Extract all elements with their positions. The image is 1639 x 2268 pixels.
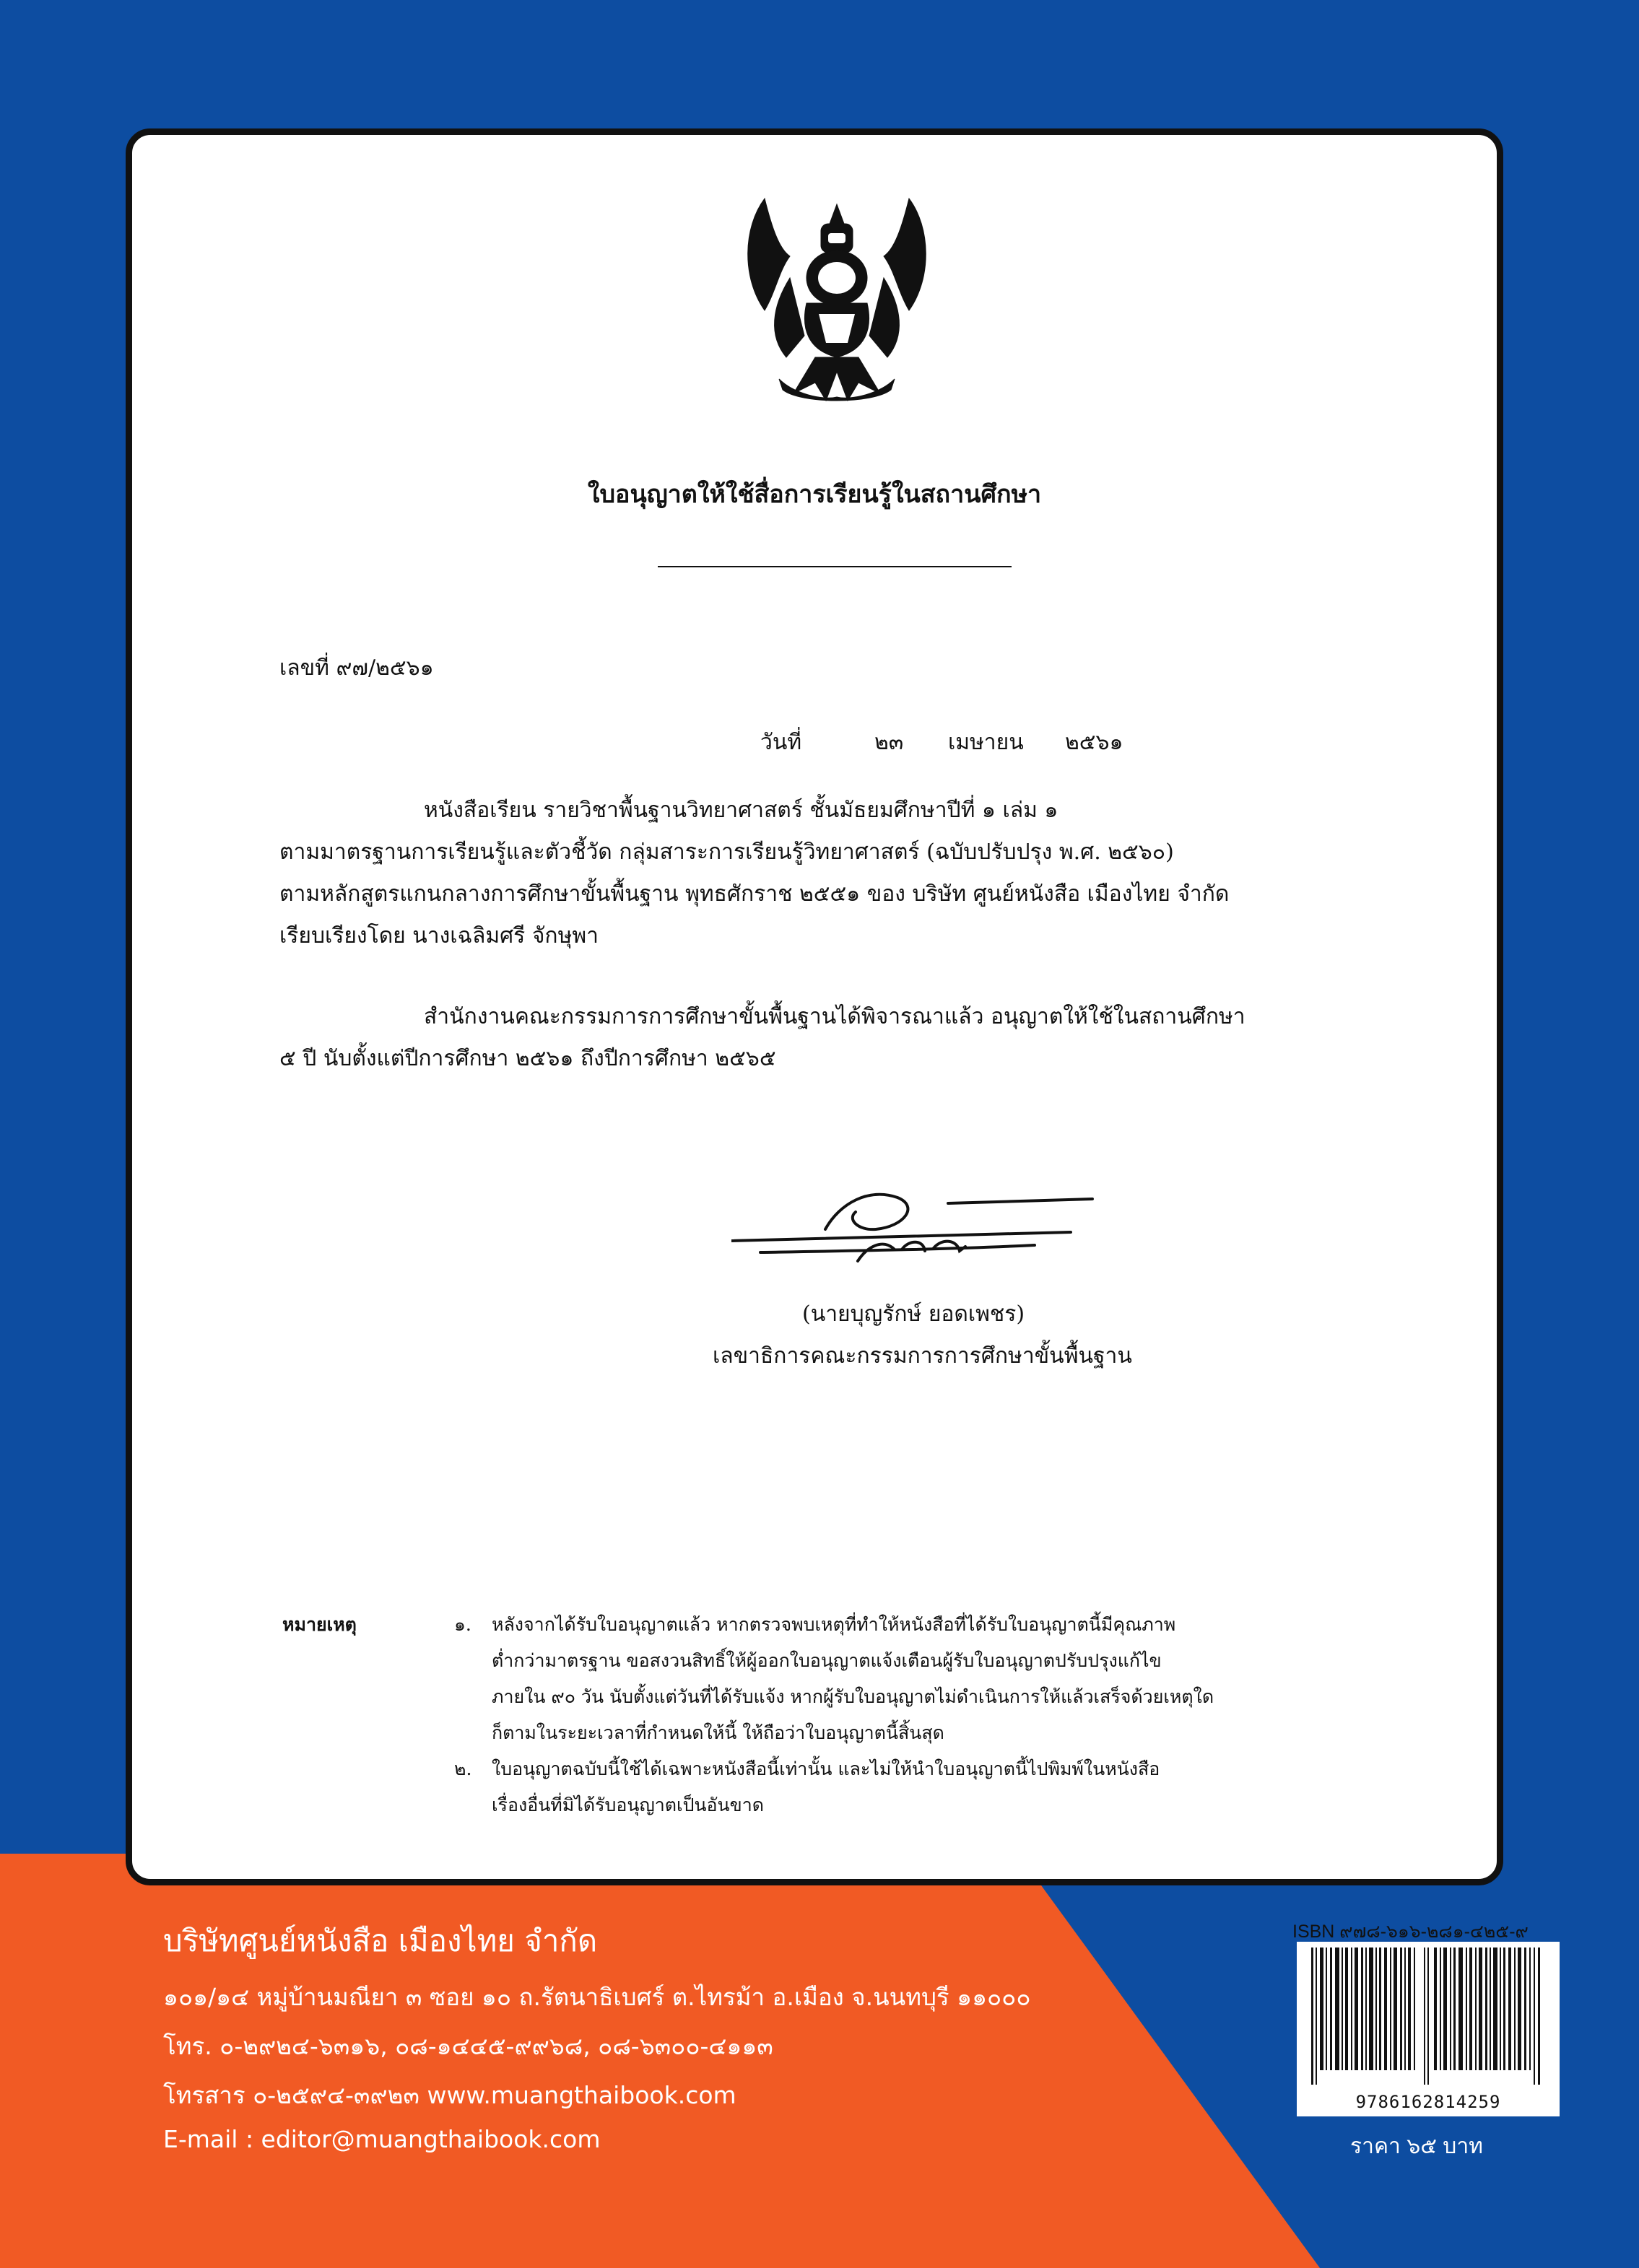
body-line: เรียบเรียงโดย นางเฉลิมศรี จักษุพา xyxy=(279,923,599,948)
publisher-address: ๑๐๑/๑๔ หมู่บ้านมณียา ๓ ซอย ๑๐ ถ.รัตนาธิเบศร์ ต.ไทรม้า อ.เมือง จ.นนทบุรี ๑๑๐๐๐ xyxy=(163,1983,1031,2011)
publisher-fax-web: โทรสาร ๐-๒๕๙๔-๓๙๒๓ www.muangthaibook.com xyxy=(163,2081,736,2109)
note-line: เรื่องอื่นที่มิได้รับอนุญาตเป็นอันขาด xyxy=(492,1794,765,1815)
date-label: วันที่ xyxy=(760,730,802,755)
body-line: ตามมาตรฐานการเรียนรู้และตัวชี้วัด กลุ่มสาระการเรียนรู้วิทยาศาสตร์ (ฉบับปรับปรุง พ.ศ. ๒๕๖๐) xyxy=(279,839,1174,865)
barcode-digits: 9786162814259 xyxy=(1355,2092,1501,2112)
note-line: หลังจากได้รับใบอนุญาตแล้ว หากตรวจพบเหตุที่ทำให้หนังสือที่ได้รับใบอนุญาตนี้มีคุณภาพ xyxy=(492,1614,1176,1635)
body-line: ตามหลักสูตรแกนกลางการศึกษาขั้นพื้นฐาน พุทธศักราช ๒๕๕๑ ของ บริษัท ศูนย์หนังสือ เมืองไทย จำกัด xyxy=(279,881,1230,907)
signer-name: (นายบุญรักษ์ ยอดเพชร) xyxy=(802,1301,1025,1327)
note-number: ๒. xyxy=(454,1758,472,1779)
barcode-bars xyxy=(1304,1948,1552,2085)
body-line: หนังสือเรียน รายวิชาพื้นฐานวิทยาศาสตร์ ชั้นมัธยมศึกษาปีที่ ๑ เล่ม ๑ xyxy=(424,798,1058,823)
signature xyxy=(731,1160,1107,1275)
permit-document xyxy=(126,128,1503,1885)
title-underline xyxy=(658,566,1012,567)
publisher-email: E-mail : editor@muangthaibook.com xyxy=(163,2125,601,2153)
publisher-name: บริษัทศูนย์หนังสือ เมืองไทย จำกัด xyxy=(163,1923,598,1958)
note-line: ภายใน ๙๐ วัน นับตั้งแต่วันที่ได้รับแจ้ง หากผู้รับใบอนุญาตไม่ดำเนินการให้แล้วเสร็จด้วยเหตุใด xyxy=(492,1686,1214,1707)
document-title: ใบอนุญาตให้ใช้สื่อการเรียนรู้ในสถานศึกษา xyxy=(587,480,1042,509)
isbn-label: ISBN ๙๗๘-๖๑๖-๒๘๑-๔๒๕-๙ xyxy=(1292,1922,1529,1942)
note-line: ก็ตามในระยะเวลาที่กำหนดให้นี้ ให้ถือว่าใบอนุญาตนี้สิ้นสุด xyxy=(492,1722,944,1743)
date-month: เมษายน xyxy=(948,730,1024,755)
note-number: ๑. xyxy=(454,1614,471,1635)
signer-title: เลขาธิการคณะกรรมการการศึกษาขั้นพื้นฐาน xyxy=(713,1343,1132,1369)
body-line: ๕ ปี นับตั้งแต่ปีการศึกษา ๒๕๖๑ ถึงปีการศึกษา ๒๕๖๕ xyxy=(279,1046,776,1071)
note-line: ต่ำกว่ามาตรฐาน ขอสงวนสิทธิ์ให้ผู้ออกใบอนุญาตแจ้งเตือนผู้รับใบอนุญาตปรับปรุงแก้ไข xyxy=(492,1650,1162,1671)
date-day: ๒๓ xyxy=(874,730,904,755)
date-year: ๒๕๖๑ xyxy=(1065,730,1123,755)
price-label: ราคา ๖๕ บาท xyxy=(1350,2134,1483,2158)
note-line: ใบอนุญาตฉบับนี้ใช้ได้เฉพาะหนังสือนี้เท่านั้น และไม่ให้นำใบอนุญาตนี้ไปพิมพ์ในหนังสือ xyxy=(492,1758,1160,1779)
permit-number: เลขที่ ๙๗/๒๕๖๑ xyxy=(279,655,434,681)
garuda-emblem xyxy=(736,184,938,416)
body-line: สำนักงานคณะกรรมการการศึกษาขั้นพื้นฐานได้พิจารณาแล้ว อนุญาตให้ใช้ในสถานศึกษา xyxy=(424,1004,1245,1029)
barcode xyxy=(1297,1942,1560,2116)
publisher-phone: โทร. ๐-๒๙๒๔-๖๓๑๖, ๐๘-๑๔๔๕-๙๙๖๘, ๐๘-๖๓๐๐-๔๑๑๓ xyxy=(163,2032,773,2060)
notes-label: หมายเหตุ xyxy=(282,1614,357,1635)
